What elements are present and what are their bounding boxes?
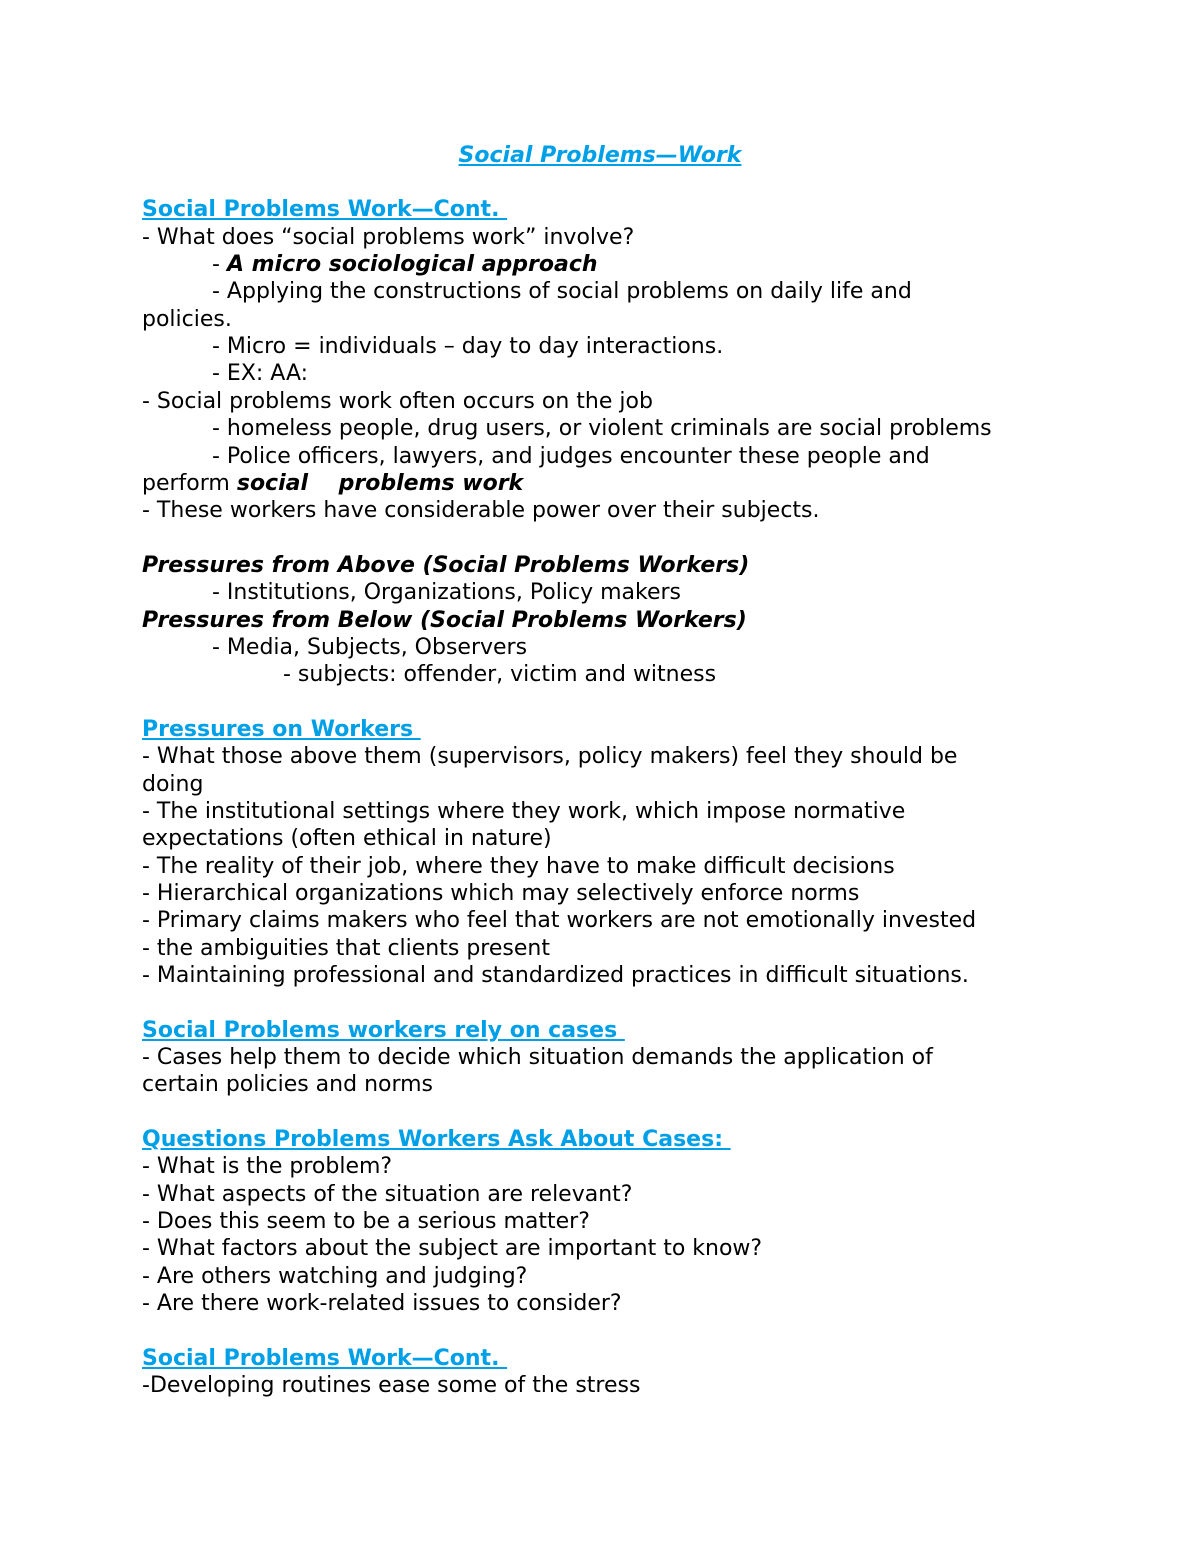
emphasis-text: social problems work [236, 471, 524, 496]
subheading: Pressures from Below (Social Problems Workers) [142, 608, 747, 633]
text-line: - Hierarchical organizations which may selectively enforce norms [142, 881, 860, 906]
text-line: - The reality of their job, where they have to make difficult decisions [142, 854, 895, 879]
section-heading: Questions Problems Workers Ask About Cases: [142, 1127, 731, 1152]
text-line: - the ambiguities that clients present [142, 936, 550, 961]
text-line [142, 470, 523, 497]
text-line: - Maintaining professional and standardized practices in difficult situations. [142, 963, 969, 988]
text-line: expectations (often ethical in nature) [142, 826, 552, 851]
section-heading: Social Problems workers rely on cases [142, 1018, 625, 1043]
text-line: - Institutions, Organizations, Policy makers [212, 580, 682, 605]
subheading: Pressures from Above (Social Problems Workers) [142, 553, 750, 578]
text-line: - Micro = individuals – day to day interactions. [212, 334, 724, 359]
text-line: - Primary claims makers who feel that workers are not emotionally invested [142, 908, 977, 933]
text-line: - The institutional settings where they work, which impose normative [142, 799, 906, 824]
text-line: - What those above them (supervisors, policy makers) feel they should be [142, 744, 958, 769]
text-line: - homeless people, drug users, or violent criminals are social problems [212, 416, 992, 441]
text-line: - subjects: offender, victim and witness [283, 662, 717, 687]
text-line: certain policies and norms [142, 1072, 434, 1097]
text-line: - These workers have considerable power over their subjects. [142, 498, 820, 523]
text-line: - Are others watching and judging? [142, 1264, 528, 1289]
text-line: - What does “social problems work” involve? [142, 225, 635, 250]
section-heading: Pressures on Workers [142, 717, 421, 742]
text-line: - Are there work-related issues to consider? [142, 1291, 622, 1316]
text-line: - Does this seem to be a serious matter? [142, 1209, 590, 1234]
text-line: doing [142, 772, 204, 797]
text-line: - Social problems work often occurs on the job [142, 389, 653, 414]
section-heading: Social Problems Work—Cont. [142, 1346, 508, 1371]
section-heading: Social Problems Work—Cont. [142, 197, 508, 222]
plain-text: perform [142, 471, 237, 496]
bullet-dash: - [212, 252, 227, 277]
text-line: -Developing routines ease some of the stress [142, 1373, 641, 1398]
text-line: - What is the problem? [142, 1154, 393, 1179]
text-line: - Cases help them to decide which situation demands the application of [142, 1045, 933, 1070]
text-line: policies. [142, 307, 232, 332]
text-line: - Applying the constructions of social problems on daily life and [212, 279, 912, 304]
emphasis-text: A micro sociological approach [226, 252, 598, 277]
text-line: - Police officers, lawyers, and judges encounter these people and [212, 444, 930, 469]
text-line: - What aspects of the situation are relevant? [142, 1182, 633, 1207]
text-line: - EX: AA: [212, 361, 309, 386]
text-line [212, 251, 598, 278]
text-line: - What factors about the subject are important to know? [142, 1236, 763, 1261]
document-title: Social Problems—Work [458, 143, 742, 168]
text-line: - Media, Subjects, Observers [212, 635, 528, 660]
